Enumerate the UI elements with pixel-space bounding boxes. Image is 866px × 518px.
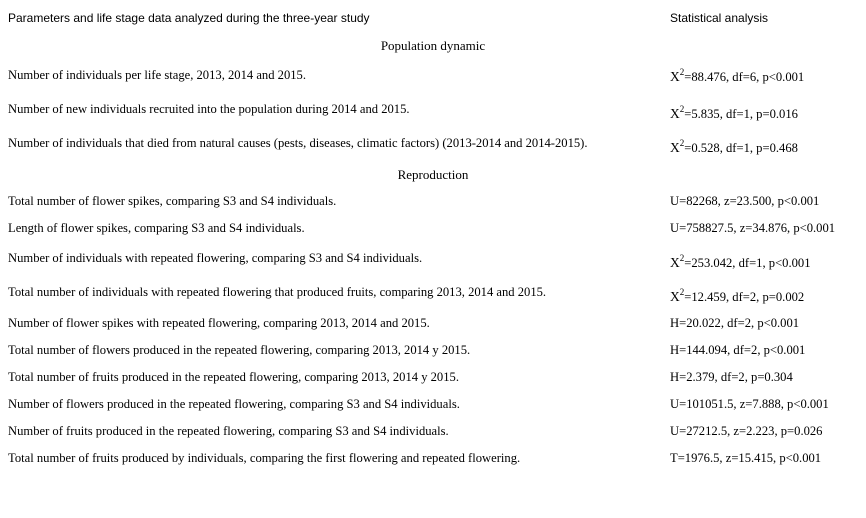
statistic-cell: U=82268, z=23.500, p<0.001 bbox=[670, 194, 820, 208]
parameter-cell: Number of individuals per life stage, 2013, 2014 and 2015. bbox=[8, 68, 306, 82]
section-reproduction: Reproduction bbox=[397, 167, 469, 182]
parameter-cell: Number of flower spikes with repeated flowering, comparing 2013, 2014 and 2015. bbox=[8, 316, 430, 330]
parameter-cell: Total number of individuals with repeated flowering that produced fruits, comparing 2013, 2014 and 2015. bbox=[8, 285, 547, 299]
parameter-cell: Length of flower spikes, comparing S3 and S4 individuals. bbox=[8, 221, 305, 235]
statistic-cell: $X^2=253.042$, df=1, p<0.001 bbox=[670, 253, 811, 271]
statistic-cell: U=27212.5, z=2.223, p=0.026 bbox=[670, 424, 823, 438]
statistic-cell: $X^2=0.528$, df=1, p=0.468 bbox=[670, 138, 798, 156]
parameter-cell: Total number of flowers produced in the repeated flowering, comparing 2013, 2014 y 2015. bbox=[8, 343, 471, 357]
statistic-cell: $X^2=5.835$, df=1, p=0.016 bbox=[670, 104, 798, 122]
parameter-cell: Number of fruits produced in the repeated flowering, comparing S3 and S4 individuals. bbox=[8, 424, 449, 438]
parameter-cell: Total number of fruits produced by individuals, comparing the first flowering and repeated flowering. bbox=[8, 451, 521, 465]
parameter-cell: Total number of fruits produced in the repeated flowering, comparing 2013, 2014 y 2015. bbox=[8, 370, 459, 384]
statistic-cell: $X^2=88.476$, df=6, p<0.001 bbox=[670, 67, 805, 85]
parameter-cell: Number of individuals that died from natural causes (pests, diseases, climatic factors) (2013-2014 and 2014-2015). bbox=[8, 136, 588, 150]
parameter-cell: Number of flowers produced in the repeated flowering, comparing S3 and S4 individuals. bbox=[8, 397, 460, 411]
statistical-analysis-column-header: Statistical analysis bbox=[670, 11, 769, 25]
statistic-cell: $X^2=12.459$, df=2, p=0.002 bbox=[670, 287, 805, 305]
statistic-cell: U=101051.5, z=7.888, p<0.001 bbox=[670, 397, 829, 411]
statistic-cell: T=1976.5, z=15.415, p<0.001 bbox=[670, 451, 822, 465]
statistic-cell: U=758827.5, z=34.876, p<0.001 bbox=[670, 221, 836, 235]
parameter-cell: Number of individuals with repeated flowering, comparing S3 and S4 individuals. bbox=[8, 251, 423, 265]
parameter-cell: Number of new individuals recruited into the population during 2014 and 2015. bbox=[8, 102, 410, 116]
statistic-cell: H=2.379, df=2, p=0.304 bbox=[670, 370, 793, 384]
section-population-dynamic: Population dynamic bbox=[380, 38, 486, 53]
parameter-cell: Total number of flower spikes, comparing S3 and S4 individuals. bbox=[8, 194, 337, 208]
statistic-cell: H=20.022, df=2, p<0.001 bbox=[670, 316, 800, 330]
parameters-column-header: Parameters and life stage data analyzed during the three-year study bbox=[8, 11, 370, 25]
statistic-cell: H=144.094, df=2, p<0.001 bbox=[670, 343, 806, 357]
